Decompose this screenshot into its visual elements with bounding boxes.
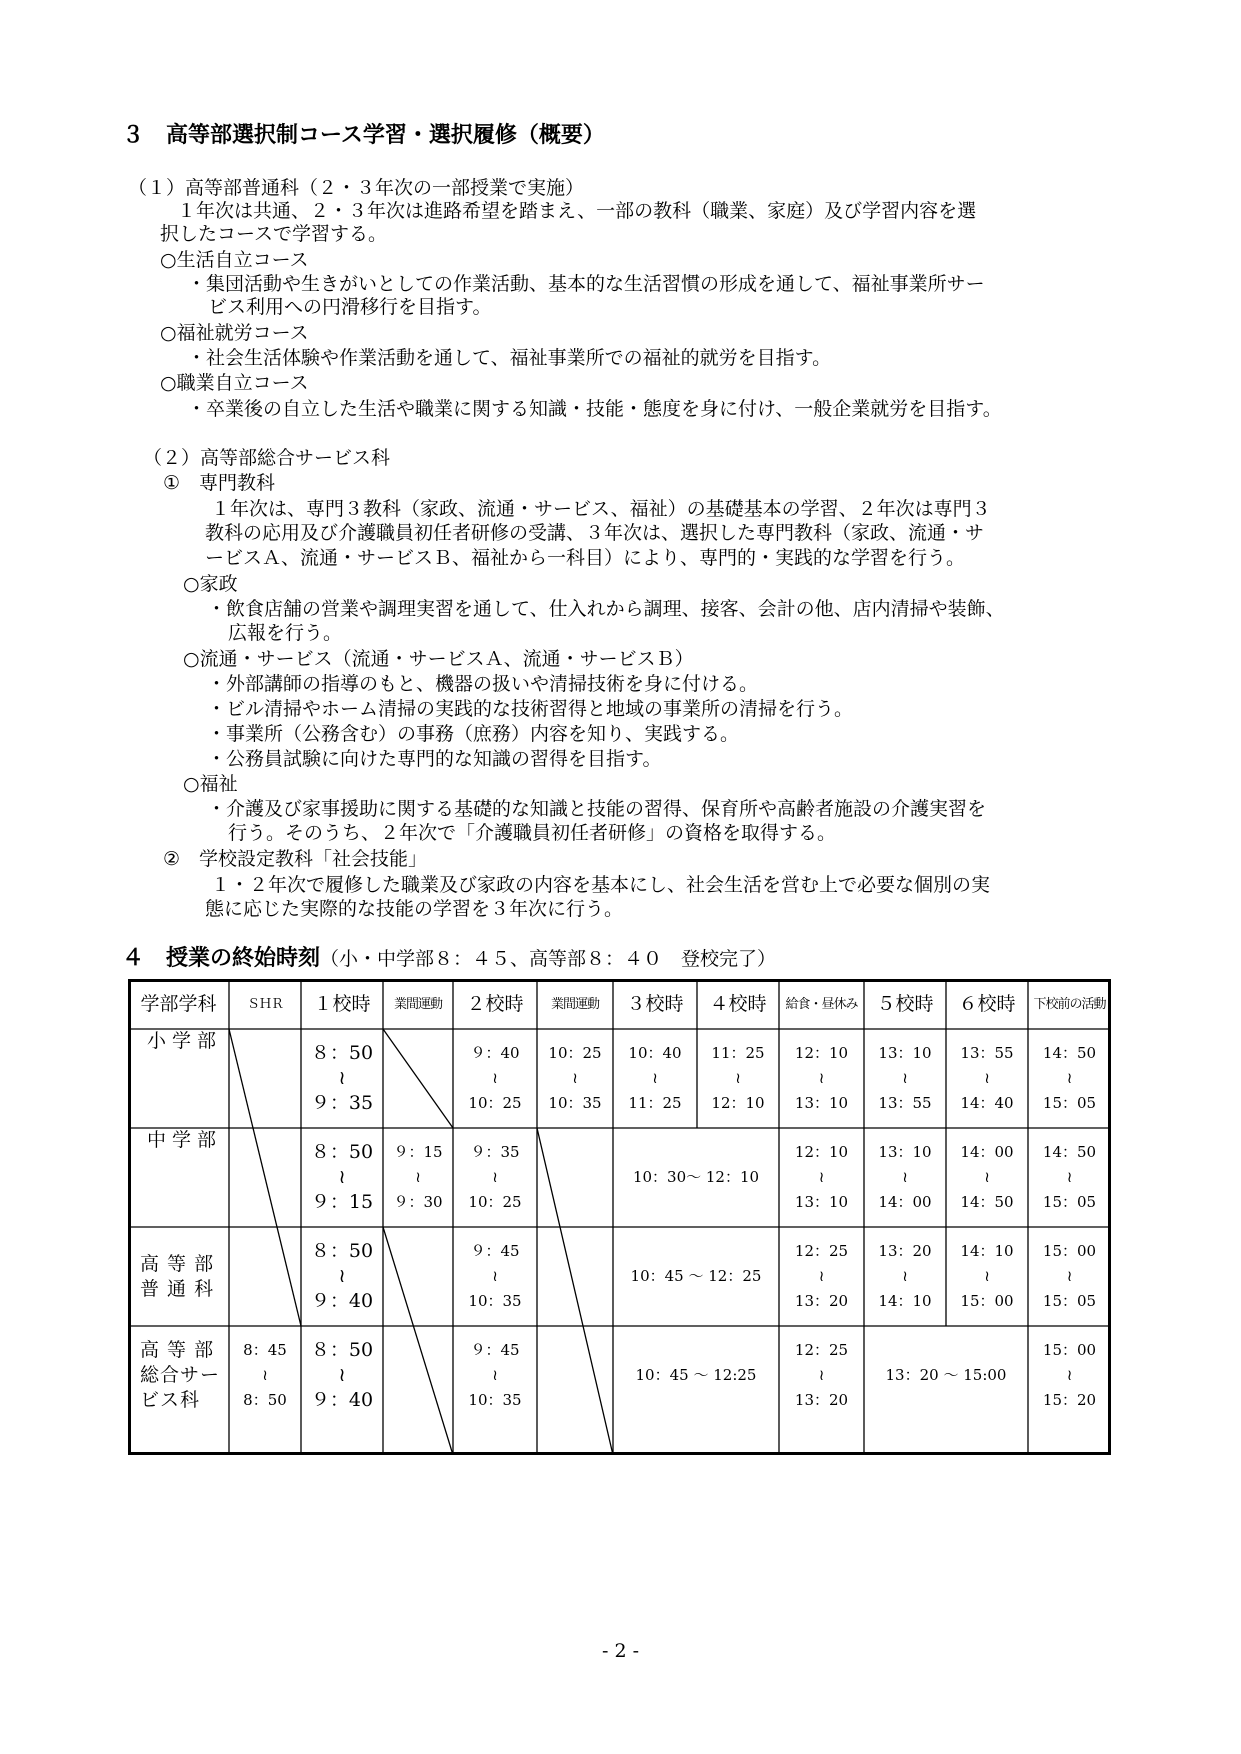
time-end: 8：50 <box>243 1391 287 1409</box>
high-service-shr <box>229 1326 301 1425</box>
course-life-title: ○生活自立コース <box>160 249 309 271</box>
time-end: 15：05 <box>1042 1094 1097 1112</box>
high-general-period5 <box>864 1227 946 1326</box>
time-start: ８：50 <box>310 1141 374 1163</box>
tilde: ≀ <box>338 1067 346 1089</box>
ryutsu-line2: ・ビル清掃やホーム清掃の実践的な技術習得と地域の事業所の清掃を行う。 <box>207 698 854 720</box>
time-start: 11：25 <box>711 1044 765 1062</box>
high-service-period5-6 <box>864 1326 1028 1425</box>
tilde: ≀ <box>735 1069 741 1087</box>
junior-lunch <box>779 1128 864 1227</box>
tilde: ≀ <box>1066 1366 1073 1384</box>
time-end: 12：10 <box>711 1094 765 1112</box>
specialty-line3: ービスＡ、流通・サービスＢ、福祉から一科目）により、専門的・実践的な学習を行う。 <box>205 547 966 569</box>
header-period6: ６校時 <box>958 992 1016 1015</box>
time-end: 10：25 <box>468 1094 522 1112</box>
header-period5: ５校時 <box>876 992 934 1015</box>
section4-note: （小・中学部８：４５、高等部８：４０ 登校完了） <box>320 948 777 970</box>
course-welfare-title: ○福祉就労コース <box>160 322 309 344</box>
junior-period3-4 <box>613 1128 779 1227</box>
row-elementary-label <box>128 1029 229 1128</box>
timetable <box>128 979 1111 1455</box>
tilde: ≀ <box>338 1265 346 1287</box>
time-start: ９：15 <box>393 1143 443 1161</box>
elem-period3 <box>613 1029 697 1128</box>
high-service-period3-4 <box>613 1326 779 1425</box>
high-general-after-school <box>1028 1227 1111 1326</box>
course-job-title: ○職業自立コース <box>160 372 309 394</box>
tilde: ≀ <box>818 1168 825 1186</box>
time-end: 15：20 <box>1042 1391 1097 1409</box>
ryutsu-line1: ・外部講師の指導のもと、機器の扱いや清掃技術を身に付ける。 <box>207 673 759 695</box>
social-skills-line1: １・２年次で履修した職業及び家政の内容を基本にし、社会生活を営む上で必要な個別の実 <box>192 874 991 896</box>
time-end: 13：10 <box>794 1094 849 1112</box>
high-service-lunch <box>779 1326 864 1425</box>
kasei-line2: 広報を行う。 <box>228 622 343 644</box>
dept-char: 学 <box>171 1129 197 1151</box>
dept-char: 中 <box>146 1129 172 1151</box>
time-start: 14：10 <box>960 1242 1014 1260</box>
time-range: 10：30～ 12：10 <box>632 1168 760 1186</box>
time-start: 15：00 <box>1042 1341 1097 1359</box>
page-number: - 2 - <box>601 1640 639 1662</box>
tilde: ≀ <box>902 1168 908 1186</box>
tilde: ≀ <box>818 1267 825 1285</box>
high-general-period3-4 <box>613 1227 779 1326</box>
time-start: 13：55 <box>960 1044 1014 1062</box>
time-end: 14：50 <box>960 1193 1014 1211</box>
time-start: ８：50 <box>310 1240 374 1262</box>
tilde: ≀ <box>652 1069 658 1087</box>
section3-heading: ３ 高等部選択制コース学習・選択履修（概要） <box>122 123 605 148</box>
time-end: 13：10 <box>794 1193 849 1211</box>
time-end: 15：00 <box>960 1292 1014 1310</box>
time-end: 11：25 <box>628 1094 682 1112</box>
time-start: 13：20 <box>878 1242 932 1260</box>
time-start: ９：35 <box>470 1143 520 1161</box>
ryutsu-line3: ・事業所（公務含む）の事務（庶務）内容を知り、実践する。 <box>207 723 740 745</box>
elem-period6 <box>946 1029 1028 1128</box>
elem-after-school <box>1028 1029 1111 1128</box>
time-end: ９：15 <box>310 1191 374 1213</box>
tilde: ≀ <box>572 1069 578 1087</box>
time-range: 10：45 ～ 12：25 <box>630 1267 762 1285</box>
tilde: ≀ <box>818 1069 825 1087</box>
course-job-line1: ・卒業後の自立した生活や職業に関する知識・技能・態度を身に付け、一般企業就労を目指す。 <box>187 398 1002 420</box>
specialty-title: ① 専門教科 <box>163 472 276 494</box>
ryutsu-line4: ・公務員試験に向けた専門的な知識の習得を目指す。 <box>207 748 662 770</box>
time-start: 12：25 <box>794 1242 849 1260</box>
junior-break-exercise-1 <box>383 1128 453 1227</box>
junior-period5 <box>864 1128 946 1227</box>
time-end: 14：10 <box>878 1292 932 1310</box>
header-lunch: 給食・昼休み <box>785 996 858 1012</box>
tilde: ≀ <box>902 1267 908 1285</box>
junior-period6 <box>946 1128 1028 1227</box>
time-end: 15：05 <box>1042 1193 1097 1211</box>
tilde: ≀ <box>338 1364 346 1386</box>
time-end: 10：35 <box>468 1391 522 1409</box>
time-end: 14：00 <box>878 1193 932 1211</box>
high-general-period6 <box>946 1227 1028 1326</box>
time-end: 14：40 <box>960 1094 1014 1112</box>
tilde: ≀ <box>262 1366 268 1384</box>
header-break-exercise-2: 業間運動 <box>550 996 599 1012</box>
time-start: 14：50 <box>1042 1143 1097 1161</box>
header-period4: ４校時 <box>709 992 767 1015</box>
dept-char: 部 <box>197 1030 223 1052</box>
time-start: 10：40 <box>628 1044 682 1062</box>
fukushi-title: ○福祉 <box>183 773 238 795</box>
row-high-service-label <box>128 1326 229 1425</box>
dept-line: 総合サー <box>140 1364 221 1386</box>
high-general-period1 <box>301 1227 383 1326</box>
dept-line: 高 等 部 <box>140 1252 215 1275</box>
tilde: ≀ <box>492 1069 498 1087</box>
time-start: ８：50 <box>310 1339 374 1361</box>
row-junior-label <box>128 1128 229 1227</box>
fukushi-line1: ・介護及び家事援助に関する基礎的な知識と技能の習得、保育所や高齢者施設の介護実習を <box>207 798 987 820</box>
junior-after-school <box>1028 1128 1111 1227</box>
time-end: ９：30 <box>393 1193 443 1211</box>
course-life-line1: ・集団活動や生きがいとしての作業活動、基本的な生活習慣の形成を通して、福祉事業所サー <box>187 273 985 295</box>
dept-char: 学 <box>171 1030 197 1052</box>
tilde: ≀ <box>415 1168 421 1186</box>
social-skills-title: ② 学校設定教科「社会技能」 <box>163 848 428 870</box>
time-start: 12：10 <box>794 1044 849 1062</box>
elem-period5 <box>864 1029 946 1128</box>
row-high-general-label <box>128 1227 229 1326</box>
service-course-title: （２）高等部総合サービス科 <box>143 447 391 469</box>
tilde: ≀ <box>984 1168 990 1186</box>
high-general-period2 <box>453 1227 537 1326</box>
header-break-exercise-1: 業間運動 <box>393 996 442 1012</box>
tilde: ≀ <box>984 1069 990 1087</box>
dept-line: 普 通 科 <box>140 1277 215 1300</box>
general-intro-line2: 択したコースで学習する。 <box>160 223 388 245</box>
time-start: 14：50 <box>1042 1044 1097 1062</box>
time-end: ９：40 <box>310 1290 374 1312</box>
high-service-after-school <box>1028 1326 1111 1425</box>
header-shr: ＳＨＲ <box>246 996 283 1012</box>
tilde: ≀ <box>984 1267 990 1285</box>
time-end: 10：25 <box>468 1193 522 1211</box>
time-start: 12：25 <box>794 1341 849 1359</box>
header-period1: １校時 <box>313 992 371 1015</box>
time-start: ８：50 <box>310 1042 374 1064</box>
time-end: 13：20 <box>794 1292 849 1310</box>
dept-char: 小 <box>146 1030 172 1052</box>
general-course-title: （１）高等部普通科（２・３年次の一部授業で実施） <box>128 177 585 199</box>
dept-char: 部 <box>197 1129 223 1151</box>
header-after-school: 下校前の活動 <box>1033 996 1106 1012</box>
course-life-line2: ビス利用への円滑移行を目指す。 <box>208 296 492 318</box>
section4-title: ４ 授業の終始時刻 <box>122 946 321 971</box>
time-start: ９：45 <box>470 1242 520 1260</box>
tilde: ≀ <box>492 1267 498 1285</box>
elem-lunch <box>779 1029 864 1128</box>
tilde: ≀ <box>338 1166 346 1188</box>
tilde: ≀ <box>902 1069 908 1087</box>
elem-period4 <box>697 1029 779 1128</box>
header-period3: ３校時 <box>626 992 684 1015</box>
tilde: ≀ <box>1066 1267 1073 1285</box>
kasei-line1: ・飲食店舗の営業や調理実習を通して、仕入れから調理、接客、会計の他、店内清掃や装飾、 <box>207 598 1005 620</box>
high-service-period2 <box>453 1326 537 1425</box>
time-range: 10：45 ～ 12:25 <box>635 1366 757 1384</box>
tilde: ≀ <box>818 1366 825 1384</box>
time-start: 13：10 <box>878 1044 932 1062</box>
course-welfare-line1: ・社会生活体験や作業活動を通して、福祉事業所での福祉的就労を目指す。 <box>187 347 832 369</box>
high-service-period1 <box>301 1326 383 1425</box>
general-intro-line1: １年次は共通、２・３年次は進路希望を踏まえ、一部の教科（職業、家庭）及び学習内容を選 <box>158 200 977 222</box>
time-start: ９：45 <box>470 1341 520 1359</box>
elem-period1 <box>301 1029 383 1128</box>
time-start: 13：10 <box>878 1143 932 1161</box>
tilde: ≀ <box>1066 1069 1073 1087</box>
tilde: ≀ <box>1066 1168 1073 1186</box>
time-start: 8：45 <box>243 1341 287 1359</box>
time-start: 14：00 <box>960 1143 1014 1161</box>
time-end: 10：35 <box>468 1292 522 1310</box>
time-start: ９：40 <box>470 1044 520 1062</box>
dept-line: ビス科 <box>140 1389 201 1411</box>
time-end: 13：55 <box>878 1094 932 1112</box>
time-start: 12：10 <box>794 1143 849 1161</box>
time-start: 10：25 <box>548 1044 602 1062</box>
tilde: ≀ <box>492 1168 498 1186</box>
kasei-title: ○家政 <box>183 573 238 595</box>
time-range: 13：20 ～ 15:00 <box>885 1366 1007 1384</box>
section4-heading <box>122 945 776 973</box>
elem-break-exercise-2 <box>537 1029 613 1128</box>
social-skills-line2: 態に応じた実際的な技能の学習を３年次に行う。 <box>205 898 624 920</box>
fukushi-line2: 行う。そのうち、２年次で「介護職員初任者研修」の資格を取得する。 <box>228 822 837 844</box>
dept-line: 高 等 部 <box>140 1339 215 1361</box>
tilde: ≀ <box>492 1366 498 1384</box>
header-dept: 学部学科 <box>140 992 217 1015</box>
high-general-lunch <box>779 1227 864 1326</box>
time-end: ９：40 <box>310 1389 374 1411</box>
time-start: 15：00 <box>1042 1242 1097 1260</box>
time-end: 13：20 <box>794 1391 849 1409</box>
elem-period2 <box>453 1029 537 1128</box>
ryutsu-title: ○流通・サービス（流通・サービスＡ、流通・サービスＢ） <box>183 648 694 670</box>
specialty-line2: 教科の応用及び介護職員初任者研修の受講、３年次は、選択した専門教科（家政、流通・サ <box>205 522 985 544</box>
header-period2: ２校時 <box>466 992 524 1015</box>
junior-period1 <box>301 1128 383 1227</box>
time-end: 10：35 <box>548 1094 602 1112</box>
junior-period2 <box>453 1128 537 1227</box>
time-end: 15：05 <box>1042 1292 1097 1310</box>
specialty-line1: １年次は、専門３教科（家政、流通・サービス、福祉）の基礎基本の学習、２年次は専門３ <box>192 498 991 520</box>
time-end: ９：35 <box>310 1092 374 1114</box>
